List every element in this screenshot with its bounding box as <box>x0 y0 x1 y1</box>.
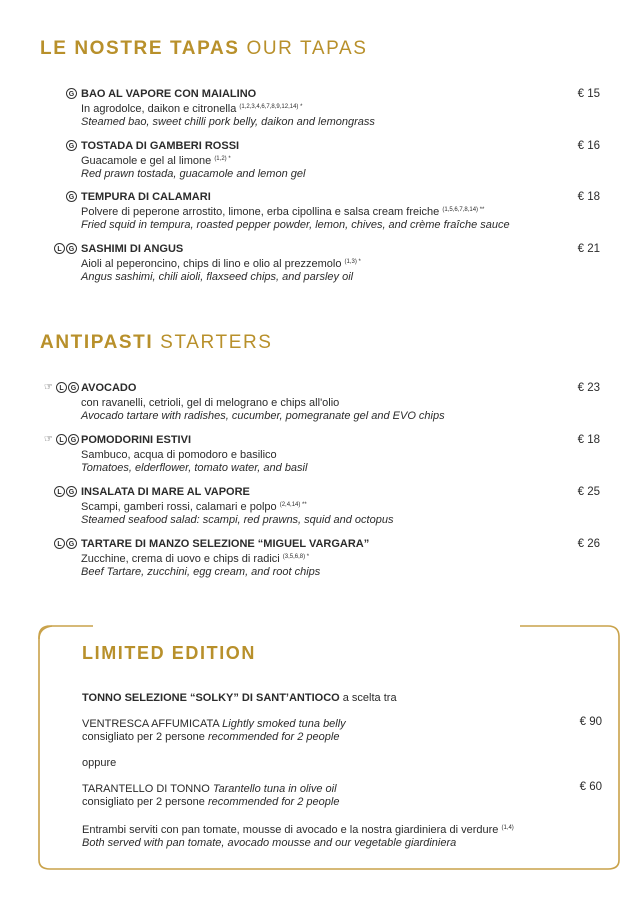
limited-option-1: VENTRESCA AFFUMICATA Lightly smoked tuna belly consigliato per 2 persone recommended for 2 people <box>82 718 346 743</box>
item-description: Sambuco, acqua di pomodoro e basilico <box>81 449 277 461</box>
item-translation: Steamed bao, sweet chilli pork belly, daikon and lemongrass <box>81 116 375 128</box>
menu-item <box>66 140 606 181</box>
gluten-icon: G <box>66 243 77 254</box>
item-description: Scampi, gamberi rossi, calamari e polpo $^{(2,4,14) **}$ <box>81 501 307 513</box>
limited-option-2-price: € 60 <box>579 781 602 793</box>
item-name: INSALATA DI MARE AL VAPORE <box>81 486 250 498</box>
menu-item <box>44 382 606 423</box>
allergen-icons <box>42 434 79 445</box>
item-name: BAO AL VAPORE CON MAIALINO <box>81 88 257 100</box>
allergen-icons <box>66 140 77 151</box>
limited-edition-title: LIMITED EDITION <box>82 643 256 663</box>
item-description: Aioli al peperoncino, chips di lino e olio al prezzemolo $^{(1,3) *}$ <box>81 258 361 270</box>
item-name: POMODORINI ESTIVI <box>81 434 192 446</box>
section-title-starters: ANTIPASTI STARTERS <box>40 332 273 353</box>
item-translation: Tomatoes, elderflower, tomato water, and basil <box>81 462 308 474</box>
limited-or: oppure <box>82 757 117 769</box>
item-price: € 23 <box>577 382 600 394</box>
item-translation: Beef Tartare, zucchini, egg cream, and root chips <box>81 566 321 578</box>
item-translation: Fried squid in tempura, roasted pepper powder, lemon, chives, and crème fraîche sauce <box>81 219 510 231</box>
item-description: Polvere di peperone arrostito, limone, erba cipollina e salsa cream freiche $^{(1,5,6,7,8,14) **}$ <box>81 206 485 218</box>
menu-item <box>66 88 606 129</box>
lactose-icon: L <box>56 434 67 445</box>
gluten-icon: G <box>66 191 77 202</box>
item-price: € 25 <box>577 486 600 498</box>
allergen-icons <box>54 538 77 549</box>
item-price: € 15 <box>577 88 600 100</box>
menu-item <box>44 434 606 475</box>
item-name: TARTARE DI MANZO SELEZIONE “MIGUEL VARGARA” <box>81 538 370 550</box>
item-description: Zucchine, crema di uovo e chips di radici $^{(3,5,6,8) *}$ <box>81 553 310 565</box>
allergen-icons <box>54 243 77 254</box>
item-translation: Angus sashimi, chili aioli, flaxseed chips, and parsley oil <box>81 271 354 283</box>
item-price: € 26 <box>577 538 600 550</box>
lactose-icon: L <box>54 243 65 254</box>
item-translation: Avocado tartare with radishes, cucumber, pomegranate gel and EVO chips <box>81 410 445 422</box>
allergen-icons <box>66 191 77 202</box>
gluten-icon: G <box>68 382 79 393</box>
item-translation: Red prawn tostada, guacamole and lemon gel <box>81 168 306 180</box>
vegan-icon: ☞ <box>44 434 53 445</box>
menu-item <box>57 538 606 579</box>
gluten-icon: G <box>66 486 77 497</box>
gluten-icon: G <box>66 538 77 549</box>
limited-note: Entrambi serviti con pan tomate, mousse di avocado e la nostra giardiniera di verdure $^{(1,4)}$ Both served with pan tomate, avocado mousse and our vegetable giardiniera <box>82 824 514 849</box>
item-price: € 18 <box>577 434 600 446</box>
menu-item <box>57 486 606 527</box>
item-price: € 16 <box>577 140 600 152</box>
limited-option-1-price: € 90 <box>579 716 602 728</box>
item-description: Guacamole e gel al limone $^{(1,2) *}$ <box>81 155 231 167</box>
allergen-icons <box>54 486 77 497</box>
allergen-icons <box>42 382 79 393</box>
lactose-icon: L <box>54 538 65 549</box>
item-name: SASHIMI DI ANGUS <box>81 243 184 255</box>
gluten-icon: G <box>66 88 77 99</box>
lactose-icon: L <box>54 486 65 497</box>
limited-option-2: TARANTELLO DI TONNO Tarantello tuna in olive oil consigliato per 2 persone recommended for 2 people <box>82 783 340 808</box>
vegan-icon: ☞ <box>44 382 53 393</box>
item-name: TOSTADA DI GAMBERI ROSSI <box>81 140 240 152</box>
menu-item <box>66 191 606 232</box>
limited-heading: TONNO SELEZIONE “SOLKY” DI SANT’ANTIOCO a scelta tra <box>82 692 397 704</box>
item-name: TEMPURA DI CALAMARI <box>81 191 211 203</box>
item-translation: Steamed seafood salad: scampi, red prawns, squid and octopus <box>81 514 394 526</box>
lactose-icon: L <box>56 382 67 393</box>
gluten-icon: G <box>66 140 77 151</box>
item-price: € 21 <box>577 243 600 255</box>
item-description: con ravanelli, cetrioli, gel di melograno e chips all'olio <box>81 397 340 409</box>
menu-item <box>57 243 606 284</box>
item-price: € 18 <box>577 191 600 203</box>
allergen-icons <box>66 88 77 99</box>
section-title-tapas: LE NOSTRE TAPAS OUR TAPAS <box>40 38 368 59</box>
item-description: In agrodolce, daikon e citronella $^{(1,2,3,4,6,7,8,9,12,14) *}$ <box>81 103 303 115</box>
gluten-icon: G <box>68 434 79 445</box>
item-name: AVOCADO <box>81 382 137 394</box>
